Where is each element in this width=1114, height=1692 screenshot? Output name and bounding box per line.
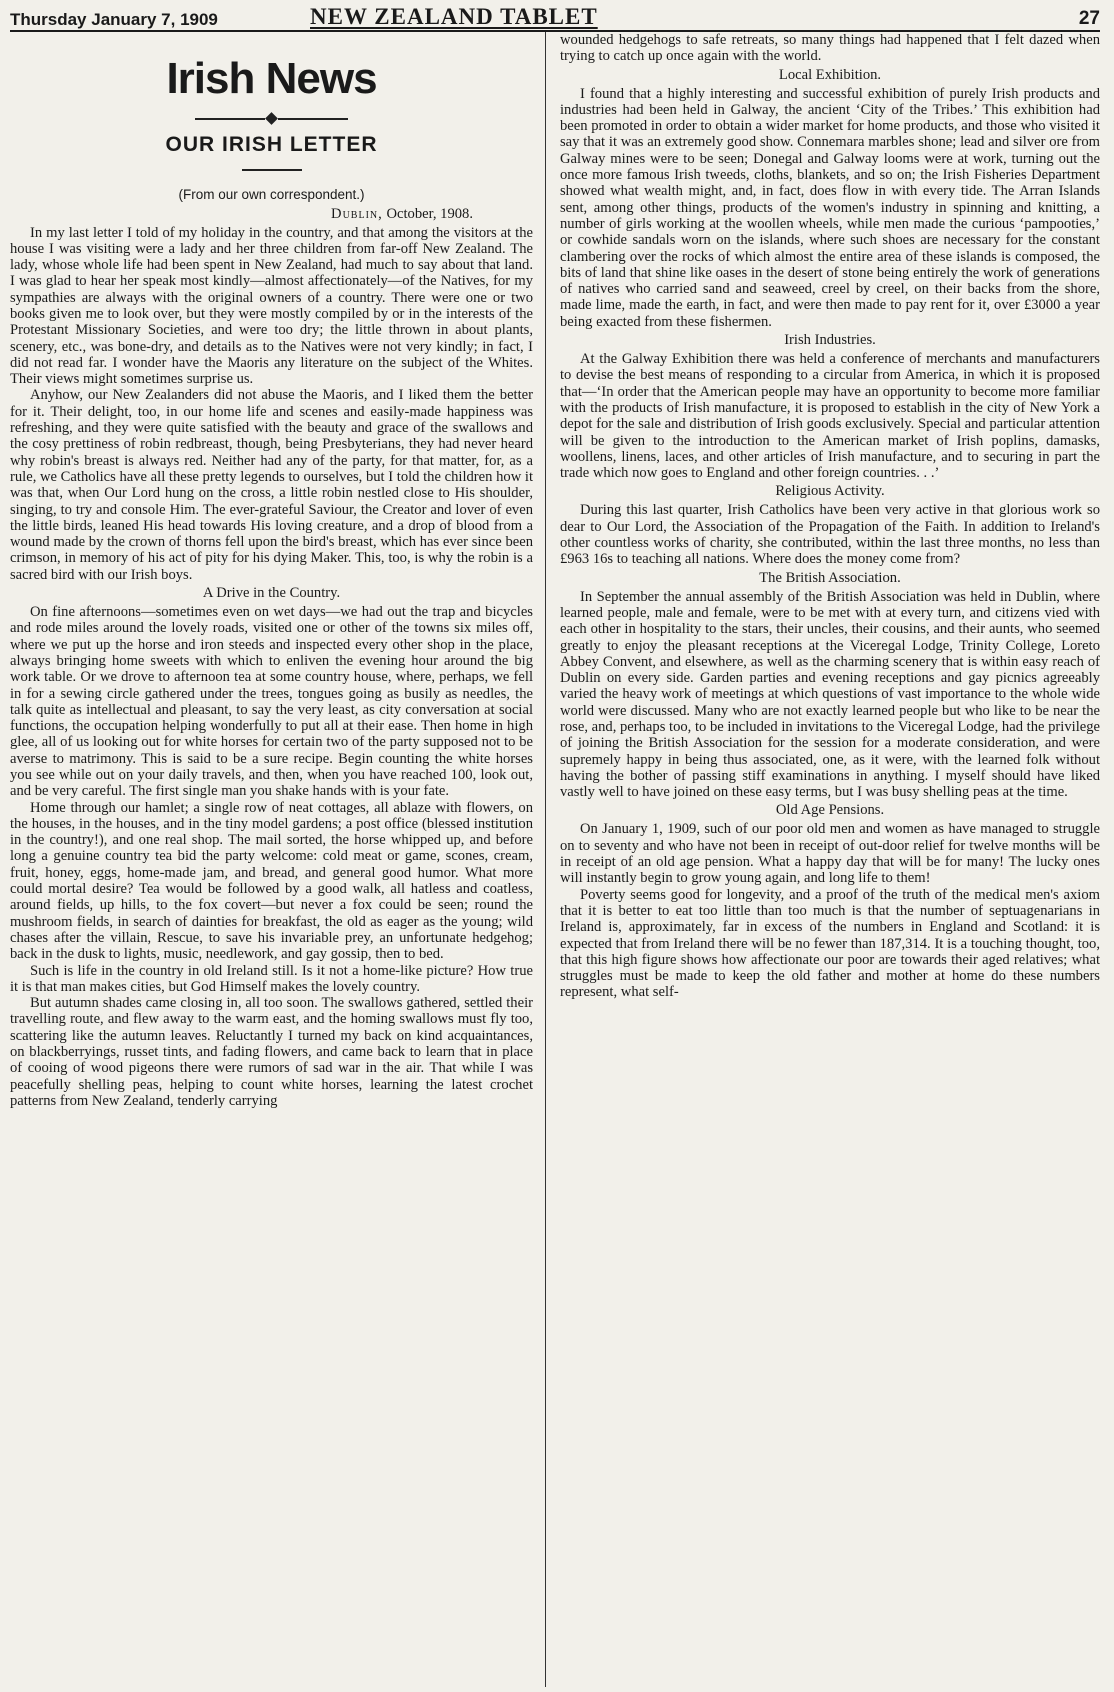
section-title: Irish News [166,54,377,103]
subheading: Irish Industries. [784,332,876,349]
short-rule [242,169,302,171]
diamond-ornament-icon [265,112,278,125]
divider-line-right [278,118,348,120]
page-number: 27 [1078,8,1100,29]
article-headline: OUR IRISH LETTER [165,133,378,156]
paragraph: In my last letter I told of my holiday in the country, and that among the visitors at the house I was visiting were a lady and her three children from far-off New Zealand. The lady, whose whole life had been spent in New Zealand, had much to say about that land. I was glad to hear her speak most kindly—almost affectionately—of the Natives, for my sympathies are always with the original owners of a country. There were one or two books given me to look over, but they were mostly compiled by or in the interests of the Protestant Missionary Societies, and were too dry; the little thrown in about plants, scenery, etc., was bone-dry, and details as to the Natives were not very kindly; in fact, I did not read far. I wonder have the Maoris any literature on the subject of the Whites. Their views might sometimes surprise us. [10,224,533,388]
dateline-place: Dublin, [331,205,383,222]
paragraph: In September the annual assembly of the British Association was held in Dublin, where learned people, male and female, were to be met with at every turn, and citizens vied with each other in hospitality to the stars, their uncles, their cousins, and their aunts, who seemed greatly to enjoy the pleasant receptions at the Viceregal Lodge, Trinity College, Loreto Abbey Convent, and elsewhere, as well as the charming scenery that is within easy reach of Dublin on every side. Garden parties and evening receptions and gay picnics agreeably varied the heavy work of meetings at which questions of vast importance to the whole wide world were discussed. Many who are not exactly learned people but who like to be near the rose, and, perhaps too, to be included in invitations to the Viceregal Lodge, had the privilege of joining the British Association for the session for a moderate consideration, and were supremely happy in being thus associated, one, as it were, with the learned folk without having the bother of passing stiff examinations in anything. I myself should have liked vastly well to have joined on these easy terms, but I was busy shelling peas at the time. [560,588,1100,801]
subheading: Local Exhibition. [778,66,882,83]
subheading: Old Age Pensions. [775,802,885,819]
right-column-body [560,32,1100,1001]
subheading: The British Association. [759,569,901,586]
paragraph: During this last quarter, Irish Catholics have been very active in that glorious work so dear to Our Lord, the Association of the Propagation of the Faith. In addition to Ireland's other countless works of charity, she contributed, within the last three months, no less than £963 16s to teaching all nations. Where does the money come from? [560,502,1100,568]
paragraph: On fine afternoons—sometimes even on wet days—we had out the trap and bicycles and rode miles around the lovely roads, visited one or other of the towns six miles off, where we put up the horse and iron steeds and inspected every other shop in the place, always bringing home sweets with which to enliven the evening hour around the big work table. Or we drove to afternoon tea at some country house, where, perhaps, we fell in for a sewing circle gathered under the trees, tongues going as busily as needles, the talk quite as intellectual and pleasant, to say the very least, as city conversation at social functions, the occupation helping wonderfully to put all at their ease. Then home in high glee, all of us looking out for white horses for certain two of the party supposed not to be averse to matrimony. This is said to be a sure recipe. Begin counting the white horses you see while out on your daily travels, and then, when you have reached 100, look out, and be very careful. The first single man you shake hands with is your fate. [10,604,533,800]
masthead [10,0,1100,32]
left-column-body [10,225,533,1110]
issue-date: Thursday January 7, 1909 [10,10,218,29]
dateline [10,206,473,223]
paragraph: On January 1, 1909, such of our poor old men and women as have managed to struggle on to seventy and who have not been in receipt of out-door relief for twelve months will be in receipt of an old age pension. What a happy day that will be for many! The lucky ones will instantly begin to grow young again, and long life to them! [560,821,1100,887]
paragraph: Anyhow, our New Zealanders did not abuse the Maoris, and I liked them the better for it. Their delight, too, in our home life and scenes and easily-made happiness was refreshing, and they were quite satisfied with the beauty and grace of the swallows and the cosy prettiness of robin redbreast, though, being Presbyterians, they had never heard why robin's breast is always red. Neither had any of the party, for that matter, for, as a rule, we Catholics have all these pretty legends to ourselves, but I told the children how it was that, when Our Lord hung on the cross, a little robin nestled close to His shoulder, singing, to try and console Him. The ever-grateful Saviour, the Creator and lover of even the little birds, leaned His head towards His loving creature, and a drop of blood from a wound made by the crown of thorns fell upon the bird's breast, which has ever since been crimson, in memory of his act of pity for his dying Maker. This, too, is why the robin is a sacred bird with our Irish boys. [10,387,533,583]
paragraph: wounded hedgehogs to safe retreats, so many things had happened that I felt dazed when trying to catch up once again with the world. [560,32,1100,65]
left-column [10,32,545,1687]
paragraph: I found that a highly interesting and successful exhibition of purely Irish products and industries had been held in Galway, the ancient ‘City of the Tribes.’ This exhibition had been promoted in order to obtain a wider market for home products, and those who visited it say that it was an extremely good show. Connemara marbles shone; lead and silver ore from Galway mines were to be seen; Donegal and Galway looms were at work, turning out the once more famous Irish tweeds, cloths, blankets, and so on; the Irish Fisheries Department showed what wealth might, and, in fact, does flow in with every tide. The Arran Islands sent, among other things, products of the women's industry in spinning and knitting, a number of girls working at the woollen wheels, while men made the curious ‘pampooties,’ or cowhide sandals worn on the islands, where such shoes are necessary for the constant clambering over the rocks of which almost the entire area of these islands is composed, the bits of land that shine like oases in the desert of stone being entirely the work of generations of natives who carried sand and seaweed, creel by creel, on their backs from the shore, made lime, made the earth, in fact, and were then made to pay rent for it, over £3000 a year being exacted from these fishermen. [560,85,1100,330]
paragraph: Home through our hamlet; a single row of neat cottages, all ablaze with flowers, on the houses, in the houses, and in the tiny model gardens; a post office (blessed institution in the country!), and one real shop. The mail sorted, the horse whipped up, and before long a genuine country tea bid the party welcome: cold meat or game, scones, cream, fruit, honey, eggs, home-made jam, and bread, and general good humor. What more could mortal desire? Tea would be followed by a good walk, all hatless and coatless, around fields, up hills, to the fox covert—but never a fox could be seen; round the mushroom fields, in search of dainties for breakfast, the old as eager as the young; wild chases after the villain, Rescue, to save his invariable prey, an unfortunate hedgehog; back in the dusk to lights, music, needlework, and gay gossip, then to bed. [10,799,533,963]
byline: (From our own correspondent.) [178,186,365,202]
paragraph: Such is life in the country in old Ireland still. Is it not a home-like picture? How true it is that man makes cities, but God Himself makes the lovely country. [10,962,533,995]
right-column [545,32,1100,1687]
paragraph: But autumn shades came closing in, all too soon. The swallows gathered, settled their travelling route, and flew away to the warm east, and the homing swallows must fly too, scattering like the autumn leaves. Reluctantly I turned my back on kind acquaintances, on blackberryings, russet tints, and fading flowers, and came back to learn that in place of cooing of wood pigeons there were rumors of sad war in the air. That while I was peacefully shelling peas, helping to count white horses, learning the latest crochet patterns from New Zealand, tenderly carrying [10,995,533,1109]
ornament-divider [10,114,533,123]
subheading: Religious Activity. [775,483,885,500]
subheading: A Drive in the Country. [202,585,341,602]
paragraph: Poverty seems good for longevity, and a proof of the truth of the medical men's axiom that it is better to eat too little than too much is that the number of septuagenarians in Ireland is, approximately, far in excess of the numbers in England and Scotland: it is expected that from Ireland there will be no fewer than 187,314. It is a touching thought, too, that this high figure shows how affectionate our poor are towards their aged relatives; what struggles must be made to keep the old father and mother at home do these numbers represent, what self- [560,886,1100,1001]
columns [10,32,1100,1687]
dateline-date: October, 1908. [382,205,473,222]
paragraph: At the Galway Exhibition there was held a conference of merchants and manufacturers to devise the best means of responding to a circular from America, in which it is proposed that—‘In order that the American people may have an opportunity to become more familiar with the products of Irish manufacture, it is proposed to establish in the city of New York a depot for the sale and distribution of Irish goods exclusively. Special and particular attention will be given to the introduction to the American market of Irish poplins, damasks, woollens, linens, laces, and other articles of Irish manufacture, and to securing in part the trade which now goes to England and other foreign countries. . .’ [560,351,1100,482]
publication-title: NEW ZEALAND TABLET [310,4,598,29]
divider-line-left [195,118,265,120]
